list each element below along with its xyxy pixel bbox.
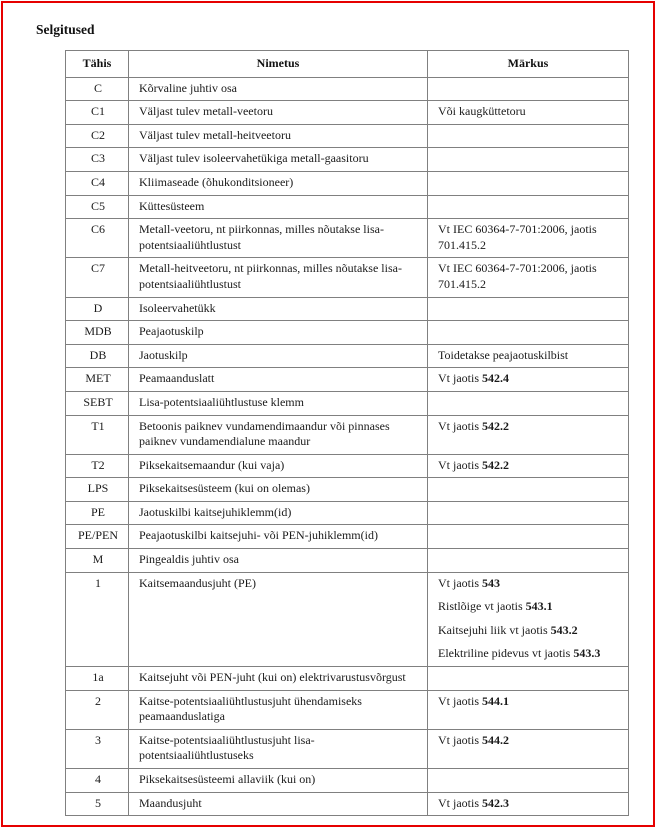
remark-line: Vt jaotis 542.4 <box>438 371 509 386</box>
name-cell: Jaotuskilbi kaitsejuhiklemm(id) <box>129 501 428 525</box>
remark-line: Või kaugküttetoru <box>438 104 526 119</box>
name-cell: Piksekaitsemaandur (kui vaja) <box>129 454 428 478</box>
remark-line: Kaitsejuhi liik vt jaotis 543.2 <box>438 622 578 637</box>
remark-line: Vt jaotis 542.2 <box>438 418 509 433</box>
table-row <box>66 667 629 691</box>
name-cell: Peamaanduslatt <box>129 368 428 392</box>
symbol-cell: 1 <box>66 572 129 666</box>
name-cell: Väljast tulev metall-veetoru <box>129 101 428 125</box>
symbol-cell: 3 <box>66 729 129 768</box>
symbol-cell: SEBT <box>66 391 129 415</box>
table-row <box>66 454 629 478</box>
table-row <box>66 792 629 816</box>
remark-cell <box>428 391 629 415</box>
table-body <box>66 77 629 816</box>
symbol-cell: D <box>66 297 129 321</box>
symbol-cell: T2 <box>66 454 129 478</box>
remark-cell <box>428 525 629 549</box>
name-cell: Peajaotuskilp <box>129 321 428 345</box>
table-row <box>66 171 629 195</box>
name-cell: Kõrvaline juhtiv osa <box>129 77 428 101</box>
symbol-cell: PE <box>66 501 129 525</box>
legend-table <box>65 50 629 816</box>
symbol-cell: C1 <box>66 101 129 125</box>
remark-cell <box>428 171 629 195</box>
symbol-cell: C2 <box>66 124 129 148</box>
symbol-cell: LPS <box>66 478 129 502</box>
table-row <box>66 415 629 454</box>
table-row <box>66 124 629 148</box>
name-cell: Jaotuskilp <box>129 344 428 368</box>
symbol-cell: DB <box>66 344 129 368</box>
remark-cell <box>428 148 629 172</box>
remark-cell <box>428 454 629 478</box>
name-cell: Küttesüsteem <box>129 195 428 219</box>
symbol-cell: C5 <box>66 195 129 219</box>
table-row <box>66 690 629 729</box>
remark-line: Elektriline pidevus vt jaotis 543.3 <box>438 646 601 661</box>
table-row <box>66 297 629 321</box>
table-row <box>66 391 629 415</box>
document-page <box>1 1 655 827</box>
symbol-cell: PE/PEN <box>66 525 129 549</box>
table-row <box>66 478 629 502</box>
table-row <box>66 769 629 793</box>
name-cell: Lisa-potentsiaaliühtlustuse klemm <box>129 391 428 415</box>
symbol-cell: 4 <box>66 769 129 793</box>
name-cell: Piksekaitsesüsteemi allaviik (kui on) <box>129 769 428 793</box>
name-cell: Kaitse-potentsiaaliühtlustusjuht lisa-potentsiaaliühtlustuseks <box>129 729 428 768</box>
symbol-cell: C <box>66 77 129 101</box>
remark-cell <box>428 77 629 101</box>
remark-cell <box>428 572 629 666</box>
remark-cell <box>428 321 629 345</box>
table-row <box>66 525 629 549</box>
remark-cell <box>428 219 629 258</box>
remark-cell <box>428 415 629 454</box>
table-row <box>66 321 629 345</box>
table-row <box>66 501 629 525</box>
name-cell: Peajaotuskilbi kaitsejuhi- või PEN-juhiklemm(id) <box>129 525 428 549</box>
remark-line: Vt jaotis 544.1 <box>438 693 509 708</box>
name-cell: Betoonis paiknev vundamendimaandur või pinnases paiknev vundamendialune maandur <box>129 415 428 454</box>
remark-cell <box>428 667 629 691</box>
remark-line: Vt jaotis 543 <box>438 575 500 590</box>
remark-cell <box>428 769 629 793</box>
remark-cell <box>428 258 629 297</box>
name-cell: Väljast tulev metall-heitveetoru <box>129 124 428 148</box>
remark-line: Ristlõige vt jaotis 543.1 <box>438 599 553 614</box>
remark-cell <box>428 101 629 125</box>
symbol-cell: 5 <box>66 792 129 816</box>
name-cell: Pingealdis juhtiv osa <box>129 549 428 573</box>
remark-cell <box>428 195 629 219</box>
remark-cell <box>428 344 629 368</box>
remark-line: Vt jaotis 542.3 <box>438 795 509 810</box>
table-row <box>66 77 629 101</box>
table-row <box>66 101 629 125</box>
table-row <box>66 729 629 768</box>
name-cell: Kaitsejuht või PEN-juht (kui on) elektrivarustusvõrgust <box>129 667 428 691</box>
page-title: Selgitused <box>36 22 95 37</box>
name-cell: Väljast tulev isoleervahetükiga metall-gaasitoru <box>129 148 428 172</box>
symbol-cell: MDB <box>66 321 129 345</box>
remark-line: Vt IEC 60364-7-701:2006, jaotis 701.415.2 <box>438 222 597 252</box>
symbol-cell: M <box>66 549 129 573</box>
table-row <box>66 195 629 219</box>
remark-cell <box>428 690 629 729</box>
remark-cell <box>428 729 629 768</box>
symbol-cell: C4 <box>66 171 129 195</box>
symbol-cell: MET <box>66 368 129 392</box>
symbol-cell: C3 <box>66 148 129 172</box>
name-cell: Piksekaitsesüsteem (kui on olemas) <box>129 478 428 502</box>
remark-cell <box>428 549 629 573</box>
table-row <box>66 572 629 666</box>
remark-cell <box>428 124 629 148</box>
name-cell: Isoleervahetükk <box>129 297 428 321</box>
column-header-remark: Märkus <box>428 51 629 78</box>
table-row <box>66 219 629 258</box>
symbol-cell: 2 <box>66 690 129 729</box>
name-cell: Kaitsemaandusjuht (PE) <box>129 572 428 666</box>
remark-cell <box>428 792 629 816</box>
name-cell: Kaitse-potentsiaaliühtlustusjuht ühendamiseks peamaanduslatiga <box>129 690 428 729</box>
table-row <box>66 258 629 297</box>
remark-line: Vt jaotis 544.2 <box>438 732 509 747</box>
symbol-cell: T1 <box>66 415 129 454</box>
symbol-cell: C6 <box>66 219 129 258</box>
remark-cell <box>428 501 629 525</box>
remark-cell <box>428 478 629 502</box>
name-cell: Metall-veetoru, nt piirkonnas, milles nõutakse lisa-potentsiaaliühtlustust <box>129 219 428 258</box>
remark-line: Vt jaotis 542.2 <box>438 457 509 472</box>
table-row <box>66 148 629 172</box>
name-cell: Metall-heitveetoru, nt piirkonnas, milles nõutakse lisa-potentsiaaliühtlustust <box>129 258 428 297</box>
symbol-cell: 1a <box>66 667 129 691</box>
name-cell: Kliimaseade (õhukonditsioneer) <box>129 171 428 195</box>
remark-cell <box>428 297 629 321</box>
table-row <box>66 368 629 392</box>
symbol-cell: C7 <box>66 258 129 297</box>
column-header-symbol: Tähis <box>66 51 129 78</box>
remark-cell <box>428 368 629 392</box>
remark-line: Vt IEC 60364-7-701:2006, jaotis 701.415.2 <box>438 261 597 291</box>
name-cell: Maandusjuht <box>129 792 428 816</box>
table-row <box>66 344 629 368</box>
column-header-name: Nimetus <box>129 51 428 78</box>
remark-line: Toidetakse peajaotuskilbist <box>438 347 569 362</box>
table-row <box>66 549 629 573</box>
header-row <box>66 51 629 78</box>
